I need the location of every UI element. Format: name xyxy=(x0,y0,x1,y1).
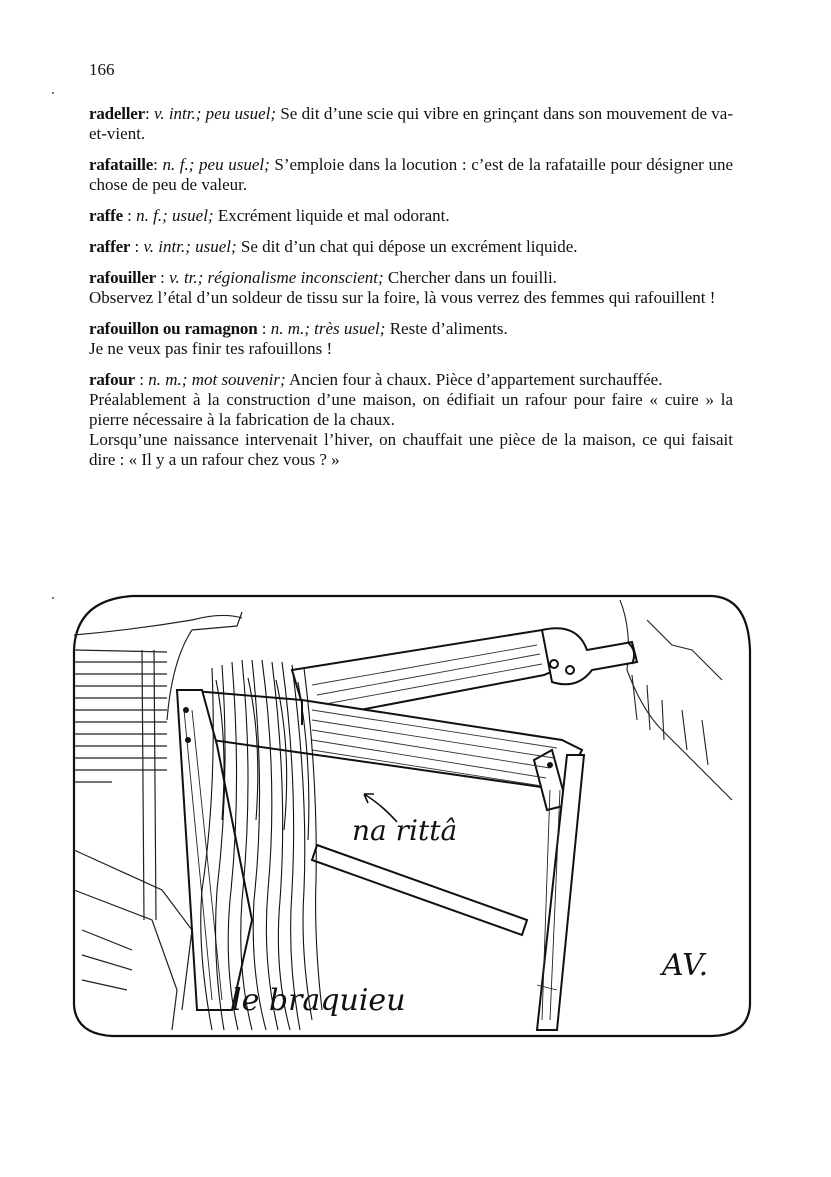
entry-line xyxy=(89,370,733,390)
brake-jaw xyxy=(182,690,582,810)
separator: : xyxy=(257,319,271,338)
example-text: Observez l’étal d’un soldeur de tissu sur la foire, là vous verrez des femmes qui rafouillent ! xyxy=(89,288,716,307)
entry-raffe xyxy=(89,206,733,226)
example-text: Préalablement à la construction d’une maison, on édifiait un rafour pour faire « cuire » la pierre nécessaire à la fabrication de la chaux. xyxy=(89,390,733,429)
flax-brake-illustration xyxy=(72,590,752,1040)
definition: Se dit d’une scie qui vibre en grinçant dans son mouvement de va-et-vient. xyxy=(89,104,733,143)
example-text: Je ne veux pas finir tes rafouillons ! xyxy=(89,339,333,358)
headword: rafouiller xyxy=(89,268,156,287)
rock-background xyxy=(620,600,732,800)
entry-line xyxy=(89,319,733,339)
print-speck xyxy=(52,597,54,599)
label-na-ritta: na rittâ xyxy=(352,814,458,847)
definition: Ancien four à chaux. Pièce d’appartement surchauffée. xyxy=(285,370,663,389)
entry-rafour xyxy=(89,370,733,470)
page-number: 166 xyxy=(89,60,115,79)
headword: rafataille xyxy=(89,155,154,174)
definition: Reste d’aliments. xyxy=(385,319,508,338)
separator: : xyxy=(155,268,170,287)
entry-rafataille xyxy=(89,155,733,195)
definition: Excrément liquide et mal odorant. xyxy=(213,206,450,225)
print-speck xyxy=(52,92,54,94)
separator: : xyxy=(144,104,154,123)
entry-rafouiller xyxy=(89,268,733,308)
grammar-note: n. m.; mot souvenir; xyxy=(148,370,286,389)
headword: raffe xyxy=(89,206,123,225)
definition: Chercher dans un fouilli. xyxy=(383,268,557,287)
headword: rafour xyxy=(89,370,136,389)
separator: : xyxy=(130,237,144,256)
label-le-braquieu: le braquieu xyxy=(232,983,406,1018)
separator: : xyxy=(135,370,149,389)
headword: rafouillon ou ramagnon xyxy=(89,319,258,338)
grammar-note: v. intr.; usuel; xyxy=(143,237,237,256)
headword: raffer xyxy=(89,237,131,256)
separator: : xyxy=(122,206,137,225)
illustration-drawing xyxy=(72,590,752,1040)
grammar-note: n. f.; usuel; xyxy=(136,206,214,225)
definition: S’emploie dans la locution : c’est de la rafataille pour désigner une chose de peu de valeur. xyxy=(89,155,733,194)
artist-signature: AV. xyxy=(662,948,709,983)
grammar-note: n. m.; très usuel; xyxy=(270,319,386,338)
grammar-note: v. tr.; régionalisme inconscient; xyxy=(169,268,384,287)
headword: radeller xyxy=(89,104,145,123)
grammar-note: v. intr.; peu usuel; xyxy=(154,104,277,123)
entry-radeller xyxy=(89,104,733,144)
entry-raffer xyxy=(89,237,733,257)
separator: : xyxy=(153,155,163,174)
entry-line xyxy=(89,268,733,288)
definition: Se dit d’un chat qui dépose un excrément liquide. xyxy=(236,237,578,256)
entry-rafouillon xyxy=(89,319,733,359)
dictionary-entries xyxy=(89,104,733,481)
grammar-note: n. f.; peu usuel; xyxy=(162,155,270,174)
example-text: Lorsqu’une naissance intervenait l’hiver, on chauffait une pièce de la maison, ce qui faisait dire : « Il y a un rafour chez vous ? » xyxy=(89,430,733,469)
